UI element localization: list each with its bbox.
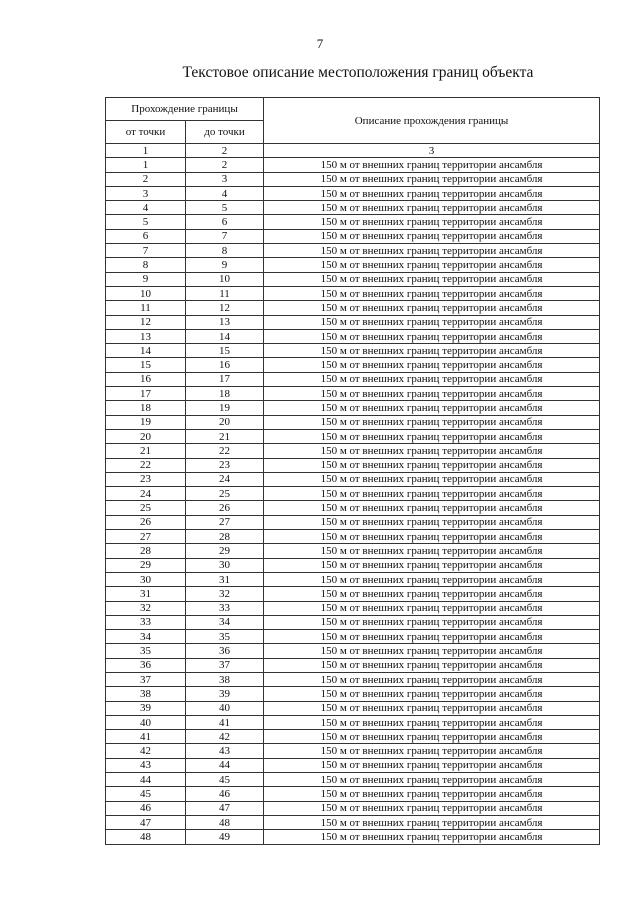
table-row [106, 372, 600, 386]
column-number: 3 [264, 144, 600, 158]
table-row [106, 244, 600, 258]
to-point-cell: 17 [186, 372, 264, 386]
to-point-cell: 49 [186, 830, 264, 844]
description-cell: 150 м от внешних границ территории ансамбля [264, 487, 600, 501]
to-point-cell: 2 [186, 158, 264, 172]
description-cell: 150 м от внешних границ территории ансамбля [264, 544, 600, 558]
to-point-cell: 22 [186, 444, 264, 458]
table-row [106, 387, 600, 401]
table-row [106, 158, 600, 172]
description-cell: 150 м от внешних границ территории ансамбля [264, 387, 600, 401]
to-point-cell: 43 [186, 744, 264, 758]
from-point-cell: 6 [106, 229, 186, 243]
description-cell: 150 м от внешних границ территории ансамбля [264, 344, 600, 358]
to-point-cell: 15 [186, 344, 264, 358]
from-point-cell: 28 [106, 544, 186, 558]
description-cell: 150 м от внешних границ территории ансамбля [264, 644, 600, 658]
description-cell: 150 м от внешних границ территории ансамбля [264, 672, 600, 686]
to-point-cell: 39 [186, 687, 264, 701]
to-point-cell: 8 [186, 244, 264, 258]
table-row [106, 258, 600, 272]
table-row [106, 329, 600, 343]
table-row [106, 773, 600, 787]
from-point-cell: 33 [106, 615, 186, 629]
description-cell: 150 м от внешних границ территории ансамбля [264, 258, 600, 272]
table-row [106, 172, 600, 186]
from-point-cell: 38 [106, 687, 186, 701]
to-point-cell: 19 [186, 401, 264, 415]
from-point-cell: 7 [106, 244, 186, 258]
table-row [106, 687, 600, 701]
to-point-cell: 30 [186, 558, 264, 572]
description-cell: 150 м от внешних границ территории ансамбля [264, 501, 600, 515]
description-header: Описание прохождения границы [264, 98, 600, 144]
from-point-cell: 4 [106, 201, 186, 215]
to-point-cell: 45 [186, 773, 264, 787]
from-point-cell: 26 [106, 515, 186, 529]
column-number: 2 [186, 144, 264, 158]
to-point-cell: 14 [186, 329, 264, 343]
from-point-cell: 14 [106, 344, 186, 358]
table-row [106, 401, 600, 415]
table-header [106, 98, 600, 158]
to-point-cell: 37 [186, 658, 264, 672]
table-row [106, 358, 600, 372]
table-row [106, 315, 600, 329]
to-point-cell: 25 [186, 487, 264, 501]
to-point-cell: 20 [186, 415, 264, 429]
description-cell: 150 м от внешних границ территории ансамбля [264, 429, 600, 443]
from-point-cell: 45 [106, 787, 186, 801]
description-cell: 150 м от внешних границ территории ансамбля [264, 830, 600, 844]
table-row [106, 744, 600, 758]
from-point-cell: 5 [106, 215, 186, 229]
description-cell: 150 м от внешних границ территории ансамбля [264, 530, 600, 544]
table-row [106, 644, 600, 658]
to-point-cell: 5 [186, 201, 264, 215]
to-point-cell: 10 [186, 272, 264, 286]
table-row [106, 186, 600, 200]
description-cell: 150 м от внешних границ территории ансамбля [264, 773, 600, 787]
from-point-cell: 23 [106, 472, 186, 486]
to-point-header: до точки [186, 121, 264, 144]
to-point-cell: 32 [186, 587, 264, 601]
description-cell: 150 м от внешних границ территории ансамбля [264, 730, 600, 744]
description-cell: 150 м от внешних границ территории ансамбля [264, 401, 600, 415]
document-title: Текстовое описание местоположения границ объекта [182, 64, 534, 81]
description-cell: 150 м от внешних границ территории ансамбля [264, 372, 600, 386]
description-cell: 150 м от внешних границ территории ансамбля [264, 158, 600, 172]
to-point-cell: 16 [186, 358, 264, 372]
table-body [106, 158, 600, 844]
from-point-cell: 3 [106, 186, 186, 200]
from-point-cell: 21 [106, 444, 186, 458]
description-cell: 150 м от внешних границ территории ансамбля [264, 744, 600, 758]
from-point-cell: 48 [106, 830, 186, 844]
description-cell: 150 м от внешних границ территории ансамбля [264, 272, 600, 286]
from-point-cell: 25 [106, 501, 186, 515]
page-number: 7 [316, 36, 324, 51]
from-point-cell: 1 [106, 158, 186, 172]
to-point-cell: 44 [186, 758, 264, 772]
table-row [106, 515, 600, 529]
table-row [106, 415, 600, 429]
to-point-cell: 24 [186, 472, 264, 486]
from-point-cell: 8 [106, 258, 186, 272]
table-row [106, 715, 600, 729]
to-point-cell: 42 [186, 730, 264, 744]
from-point-cell: 30 [106, 572, 186, 586]
column-number: 1 [106, 144, 186, 158]
to-point-cell: 29 [186, 544, 264, 558]
table-row [106, 229, 600, 243]
description-cell: 150 м от внешних границ территории ансамбля [264, 587, 600, 601]
description-cell: 150 м от внешних границ территории ансамбля [264, 215, 600, 229]
to-point-cell: 35 [186, 630, 264, 644]
description-cell: 150 м от внешних границ территории ансамбля [264, 630, 600, 644]
table-row [106, 272, 600, 286]
to-point-cell: 36 [186, 644, 264, 658]
description-cell: 150 м от внешних границ территории ансамбля [264, 615, 600, 629]
to-point-cell: 31 [186, 572, 264, 586]
to-point-cell: 26 [186, 501, 264, 515]
from-point-cell: 32 [106, 601, 186, 615]
description-cell: 150 м от внешних границ территории ансамбля [264, 415, 600, 429]
description-cell: 150 м от внешних границ территории ансамбля [264, 758, 600, 772]
from-point-cell: 44 [106, 773, 186, 787]
from-point-cell: 36 [106, 658, 186, 672]
from-point-cell: 10 [106, 286, 186, 300]
description-cell: 150 м от внешних границ территории ансамбля [264, 715, 600, 729]
table-row [106, 830, 600, 844]
table-row [106, 701, 600, 715]
table-row [106, 801, 600, 815]
description-cell: 150 м от внешних границ территории ансамбля [264, 701, 600, 715]
from-point-cell: 12 [106, 315, 186, 329]
to-point-cell: 18 [186, 387, 264, 401]
from-point-cell: 9 [106, 272, 186, 286]
from-point-cell: 11 [106, 301, 186, 315]
description-cell: 150 м от внешних границ территории ансамбля [264, 472, 600, 486]
description-cell: 150 м от внешних границ территории ансамбля [264, 301, 600, 315]
from-point-cell: 42 [106, 744, 186, 758]
from-point-cell: 31 [106, 587, 186, 601]
boundary-table [105, 97, 600, 845]
table-row [106, 658, 600, 672]
table-row [106, 587, 600, 601]
from-point-cell: 24 [106, 487, 186, 501]
table-row [106, 730, 600, 744]
from-point-cell: 22 [106, 458, 186, 472]
table-row [106, 501, 600, 515]
to-point-cell: 9 [186, 258, 264, 272]
description-cell: 150 м от внешних границ территории ансамбля [264, 658, 600, 672]
table-row [106, 815, 600, 829]
table-row [106, 672, 600, 686]
description-cell: 150 м от внешних границ территории ансамбля [264, 329, 600, 343]
group-header: Прохождение границы [106, 98, 264, 121]
table-row [106, 429, 600, 443]
description-cell: 150 м от внешних границ территории ансамбля [264, 315, 600, 329]
description-cell: 150 м от внешних границ территории ансамбля [264, 186, 600, 200]
to-point-cell: 38 [186, 672, 264, 686]
table-row [106, 344, 600, 358]
table-row [106, 558, 600, 572]
description-cell: 150 м от внешних границ территории ансамбля [264, 572, 600, 586]
table-row [106, 487, 600, 501]
description-cell: 150 м от внешних границ территории ансамбля [264, 515, 600, 529]
from-point-cell: 34 [106, 630, 186, 644]
from-point-cell: 35 [106, 644, 186, 658]
from-point-cell: 20 [106, 429, 186, 443]
table-row [106, 572, 600, 586]
to-point-cell: 41 [186, 715, 264, 729]
from-point-cell: 41 [106, 730, 186, 744]
table-row [106, 215, 600, 229]
description-cell: 150 м от внешних границ территории ансамбля [264, 358, 600, 372]
from-point-cell: 46 [106, 801, 186, 815]
description-cell: 150 м от внешних границ территории ансамбля [264, 687, 600, 701]
to-point-cell: 6 [186, 215, 264, 229]
description-cell: 150 м от внешних границ территории ансамбля [264, 201, 600, 215]
from-point-cell: 40 [106, 715, 186, 729]
to-point-cell: 47 [186, 801, 264, 815]
to-point-cell: 28 [186, 530, 264, 544]
to-point-cell: 34 [186, 615, 264, 629]
description-cell: 150 м от внешних границ территории ансамбля [264, 815, 600, 829]
to-point-cell: 13 [186, 315, 264, 329]
table-row [106, 444, 600, 458]
to-point-cell: 12 [186, 301, 264, 315]
description-cell: 150 м от внешних границ территории ансамбля [264, 444, 600, 458]
from-point-cell: 16 [106, 372, 186, 386]
from-point-cell: 15 [106, 358, 186, 372]
to-point-cell: 4 [186, 186, 264, 200]
description-cell: 150 м от внешних границ территории ансамбля [264, 458, 600, 472]
description-cell: 150 м от внешних границ территории ансамбля [264, 787, 600, 801]
table-row [106, 630, 600, 644]
from-point-cell: 17 [106, 387, 186, 401]
description-cell: 150 м от внешних границ территории ансамбля [264, 286, 600, 300]
table-row [106, 530, 600, 544]
to-point-cell: 23 [186, 458, 264, 472]
column-number-row [106, 144, 600, 158]
to-point-cell: 11 [186, 286, 264, 300]
to-point-cell: 21 [186, 429, 264, 443]
from-point-cell: 13 [106, 329, 186, 343]
to-point-cell: 40 [186, 701, 264, 715]
description-cell: 150 м от внешних границ территории ансамбля [264, 801, 600, 815]
from-point-cell: 29 [106, 558, 186, 572]
to-point-cell: 27 [186, 515, 264, 529]
to-point-cell: 46 [186, 787, 264, 801]
from-point-cell: 43 [106, 758, 186, 772]
table-row [106, 787, 600, 801]
description-cell: 150 м от внешних границ территории ансамбля [264, 244, 600, 258]
table-row [106, 458, 600, 472]
to-point-cell: 33 [186, 601, 264, 615]
from-point-cell: 19 [106, 415, 186, 429]
from-point-cell: 18 [106, 401, 186, 415]
table-row [106, 615, 600, 629]
description-cell: 150 м от внешних границ территории ансамбля [264, 172, 600, 186]
to-point-cell: 48 [186, 815, 264, 829]
from-point-cell: 2 [106, 172, 186, 186]
from-point-cell: 47 [106, 815, 186, 829]
from-point-header: от точки [106, 121, 186, 144]
table-row [106, 286, 600, 300]
table-row [106, 544, 600, 558]
table-row [106, 472, 600, 486]
from-point-cell: 37 [106, 672, 186, 686]
to-point-cell: 7 [186, 229, 264, 243]
table-row [106, 758, 600, 772]
description-cell: 150 м от внешних границ территории ансамбля [264, 601, 600, 615]
from-point-cell: 27 [106, 530, 186, 544]
table-row [106, 601, 600, 615]
description-cell: 150 м от внешних границ территории ансамбля [264, 229, 600, 243]
to-point-cell: 3 [186, 172, 264, 186]
table-row [106, 301, 600, 315]
table-row [106, 201, 600, 215]
from-point-cell: 39 [106, 701, 186, 715]
description-cell: 150 м от внешних границ территории ансамбля [264, 558, 600, 572]
